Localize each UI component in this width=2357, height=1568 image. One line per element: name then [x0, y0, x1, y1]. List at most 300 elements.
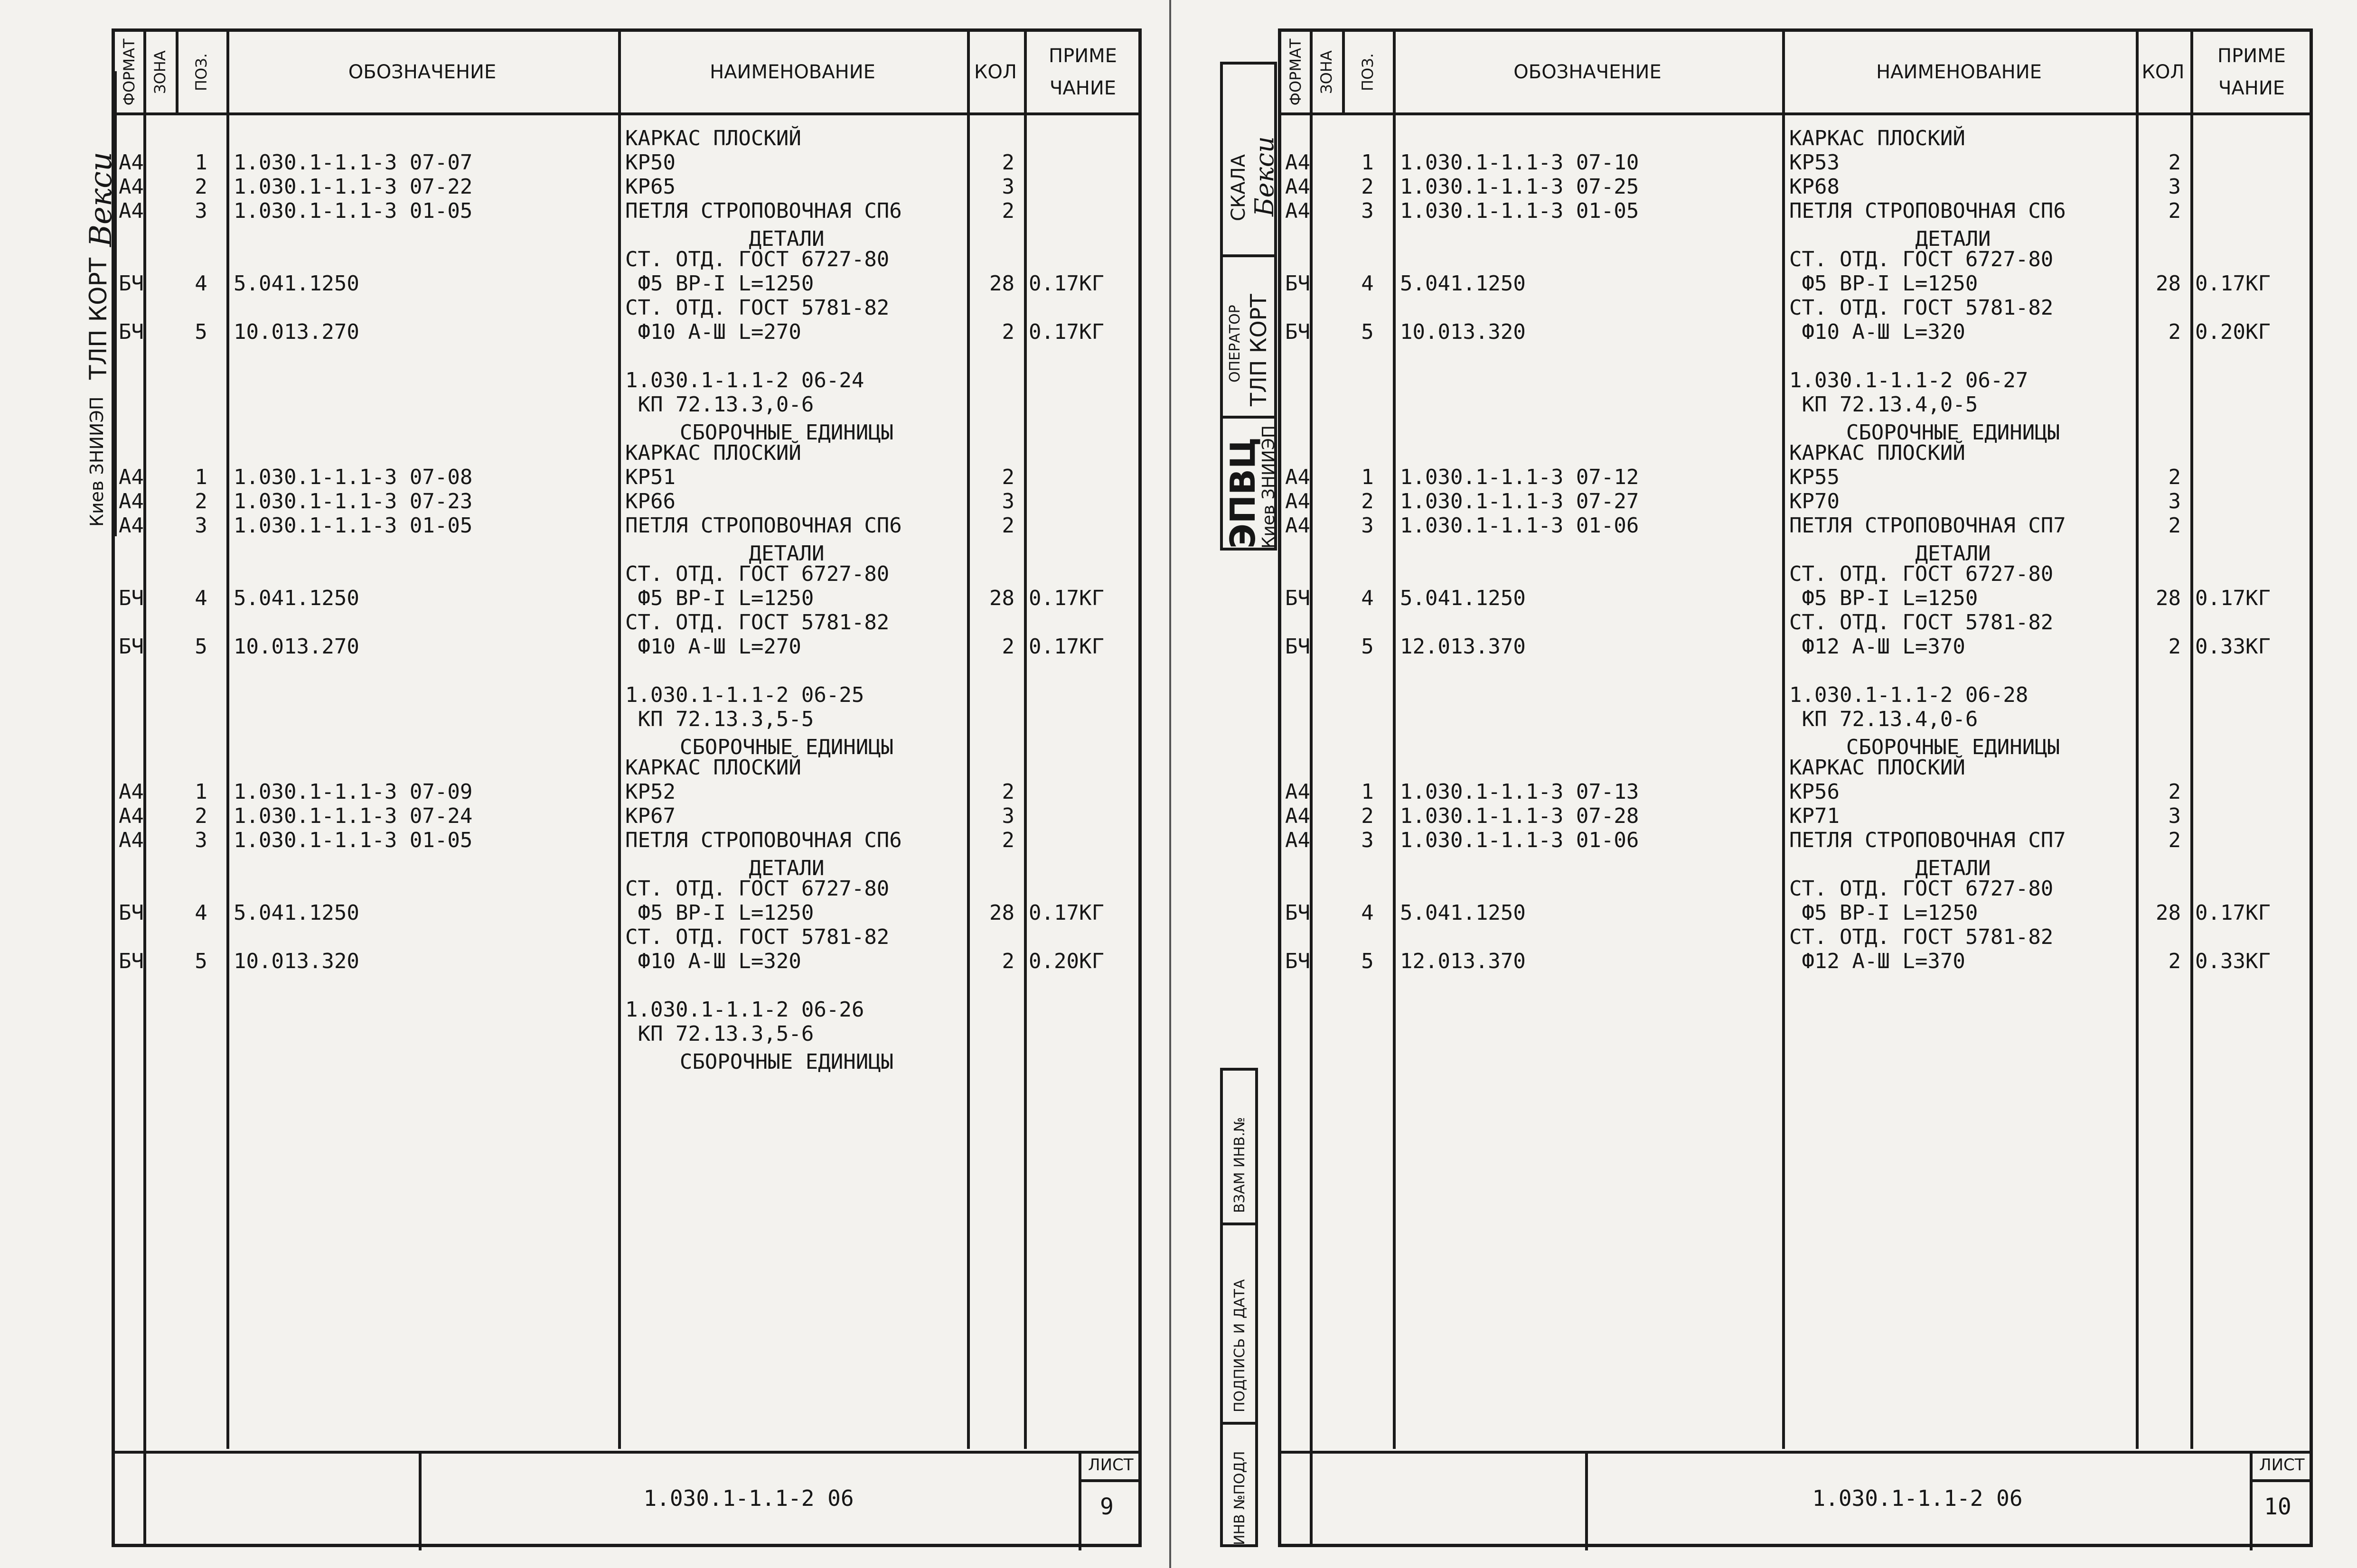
cell-name: КП 72.13.3,5-5 [625, 707, 814, 731]
cell-designation: 1.030.1-1.1-3 07-22 [234, 175, 473, 199]
cell-quantity: 28 [989, 901, 1014, 925]
stamp-right-signature: Бекси [1249, 136, 1279, 216]
cell-quantity: 2 [2168, 199, 2181, 223]
cell-note: 0.20КГ [2195, 320, 2271, 344]
cell-name: СТ. ОТД. ГОСТ 5781-82 [625, 925, 890, 949]
table-row [1281, 829, 2310, 852]
cell-format: БЧ [1285, 901, 1310, 925]
table-row [1281, 248, 2310, 271]
cell-quantity: 3 [1002, 804, 1014, 828]
sheet-number: 9 [1100, 1493, 1114, 1520]
cell-note: 0.17КГ [1029, 586, 1104, 610]
table-row [115, 127, 1138, 150]
cell-name: КАРКАС ПЛОСКИЙ [1789, 126, 1965, 150]
table-row [115, 345, 1138, 368]
cell-name: 1.030.1-1.1-2 06-26 [625, 998, 864, 1022]
cell-name: КР65 [625, 175, 676, 199]
table-row [115, 925, 1138, 949]
stamp-org: Киев ЗНИИЭП [86, 396, 107, 527]
header-zone: ЗОНА [1317, 50, 1335, 94]
cell-quantity: 3 [2168, 489, 2181, 513]
cell-quantity: 28 [989, 271, 1014, 296]
cell-note: 0.17КГ [2195, 586, 2271, 610]
cell-designation: 1.030.1-1.1-3 07-28 [1400, 804, 1639, 828]
table-row [1281, 683, 2310, 707]
cell-format: БЧ [1285, 586, 1310, 610]
cell-quantity: 2 [1002, 780, 1014, 804]
cell-format: БЧ [119, 320, 144, 344]
cell-format: А4 [1285, 489, 1310, 513]
stamp-scale-label: СКАЛА [1228, 154, 1249, 221]
cell-designation: 5.041.1250 [1400, 271, 1526, 296]
cell-name: СТ. ОТД. ГОСТ 6727-80 [625, 247, 890, 271]
cell-position: 5 [1361, 320, 1374, 344]
cell-format: А4 [1285, 465, 1310, 489]
table-row [115, 950, 1138, 973]
cell-designation: 1.030.1-1.1-3 07-08 [234, 465, 473, 489]
table-row [1281, 659, 2310, 683]
cell-name: КП 72.13.4,0-6 [1789, 707, 1978, 731]
cell-format: БЧ [119, 271, 144, 296]
header-designation: ОБОЗНАЧЕНИЕ [1513, 61, 1662, 83]
spec-table [1278, 28, 2313, 1547]
cell-section-title: ДЕТАЛИ [1915, 856, 1991, 880]
table-row [1281, 466, 2310, 489]
cell-format: А4 [1285, 150, 1310, 175]
cell-position: 1 [1361, 465, 1374, 489]
sheet-label: ЛИСТ [1088, 1456, 1134, 1475]
cell-quantity: 2 [1002, 635, 1014, 659]
cell-section-title: ДЕТАЛИ [1915, 227, 1991, 251]
cell-quantity: 28 [2156, 901, 2181, 925]
table-row [115, 804, 1138, 828]
cell-designation: 1.030.1-1.1-3 07-10 [1400, 150, 1639, 175]
cell-position: 2 [1361, 804, 1374, 828]
table-row [1281, 296, 2310, 320]
cell-quantity: 2 [1002, 465, 1014, 489]
cell-position: 2 [1361, 175, 1374, 199]
cell-name: СТ. ОТД. ГОСТ 6727-80 [625, 562, 890, 586]
sheet-label: ЛИСТ [2259, 1456, 2305, 1475]
cell-name: КП 72.13.4,0-5 [1789, 392, 1978, 417]
table-row [1281, 587, 2310, 610]
cell-name: КАРКАС ПЛОСКИЙ [625, 756, 801, 780]
cell-format: А4 [119, 489, 144, 513]
cell-name: КР55 [1789, 465, 1840, 489]
cell-designation: 1.030.1-1.1-3 07-07 [234, 150, 473, 175]
cell-name: Ф5 ВР-I L=1250 [1789, 271, 1978, 296]
cell-quantity: 2 [1002, 150, 1014, 175]
table-row [115, 708, 1138, 731]
cell-format: А4 [119, 513, 144, 538]
cell-designation: 5.041.1250 [234, 271, 359, 296]
cell-format: А4 [119, 828, 144, 852]
stamp-inv-orig: ИНВ №ПОДЛ [1231, 1451, 1248, 1545]
cell-quantity: 2 [1002, 828, 1014, 852]
cell-designation: 5.041.1250 [234, 901, 359, 925]
table-row [115, 877, 1138, 901]
cell-designation: 1.030.1-1.1-3 01-05 [234, 199, 473, 223]
table-row [115, 466, 1138, 489]
title-block [1281, 1451, 2310, 1550]
cell-position: 3 [1361, 199, 1374, 223]
cell-name: СТ. ОТД. ГОСТ 5781-82 [625, 610, 890, 635]
cell-position: 5 [195, 635, 207, 659]
cell-position: 2 [195, 489, 207, 513]
cell-designation: 1.030.1-1.1-3 01-05 [234, 513, 473, 538]
table-row [1281, 756, 2310, 780]
table-row [115, 199, 1138, 223]
cell-designation: 10.013.270 [234, 635, 359, 659]
stamp-dept: ТЛП КОРТ [85, 257, 112, 380]
cell-quantity: 2 [1002, 949, 1014, 973]
cell-name: Ф12 А-Ш L=370 [1789, 949, 1965, 973]
cell-quantity: 2 [1002, 513, 1014, 538]
cell-name: СТ. ОТД. ГОСТ 6727-80 [625, 877, 890, 901]
header-note-line1: ПРИМЕ [2217, 45, 2286, 67]
cell-name: 1.030.1-1.1-2 06-28 [1789, 683, 2028, 707]
table-row [1281, 901, 2310, 925]
cell-name: 1.030.1-1.1-2 06-25 [625, 683, 864, 707]
cell-position: 5 [1361, 635, 1374, 659]
cell-format: А4 [1285, 199, 1310, 223]
cell-quantity: 3 [1002, 489, 1014, 513]
cell-name: КАРКАС ПЛОСКИЙ [625, 441, 801, 465]
stamp-operator-label: ОПЕРАТОР [1227, 305, 1243, 383]
cell-section-title: ДЕТАЛИ [1915, 541, 1991, 566]
stamp-inv-swap: ВЗАМ ИНВ.№ [1231, 1117, 1248, 1213]
cell-format: БЧ [1285, 949, 1310, 973]
header-note [2190, 32, 2313, 112]
cell-name: КР71 [1789, 804, 1840, 828]
cell-format: А4 [119, 150, 144, 175]
title-block [115, 1451, 1138, 1550]
stamp-right-org: Киев ЗНИИЭП [1259, 425, 1278, 549]
table-row [1281, 441, 2310, 465]
cell-designation: 1.030.1-1.1-3 07-12 [1400, 465, 1639, 489]
cell-name: СТ. ОТД. ГОСТ 6727-80 [1789, 562, 2054, 586]
cell-format: А4 [1285, 804, 1310, 828]
header-format: ФОРМАТ [120, 38, 138, 106]
header-note-line2: ЧАНИЕ [1049, 77, 1117, 99]
cell-position: 3 [195, 199, 207, 223]
table-row [1281, 635, 2310, 659]
table-row [115, 829, 1138, 852]
document-code: 1.030.1-1.1-2 06 [643, 1485, 854, 1511]
cell-name: КР70 [1789, 489, 1840, 513]
table-row [1281, 369, 2310, 392]
cell-name: ПЕТЛЯ СТРОПОВОЧНАЯ СП6 [625, 828, 902, 852]
cell-designation: 1.030.1-1.1-3 07-13 [1400, 780, 1639, 804]
cell-quantity: 28 [2156, 586, 2181, 610]
table-row [1281, 611, 2310, 635]
cell-name: СТ. ОТД. ГОСТ 5781-82 [1789, 610, 2054, 635]
cell-name: СТ. ОТД. ГОСТ 6727-80 [1789, 877, 2054, 901]
cell-quantity: 2 [2168, 780, 2181, 804]
table-row [115, 393, 1138, 417]
table-row [1281, 562, 2310, 586]
header-note-line1: ПРИМЕ [1049, 45, 1117, 67]
cell-section-title: ДЕТАЛИ [749, 541, 825, 566]
cell-position: 1 [195, 780, 207, 804]
table-row [1281, 393, 2310, 417]
stamp-right-dept: ТЛП КОРТ [1246, 294, 1271, 406]
table-row [115, 683, 1138, 707]
cell-note: 0.17КГ [2195, 901, 2271, 925]
table-row [115, 369, 1138, 392]
cell-designation: 1.030.1-1.1-3 07-09 [234, 780, 473, 804]
cell-note: 0.17КГ [2195, 271, 2271, 296]
cell-name: Ф5 ВР-I L=1250 [625, 586, 814, 610]
cell-format: А4 [1285, 780, 1310, 804]
cell-quantity: 3 [2168, 804, 2181, 828]
table-row [115, 1050, 1138, 1074]
cell-name: Ф5 ВР-I L=1250 [625, 901, 814, 925]
cell-name: Ф10 А-Ш L=270 [625, 635, 801, 659]
header-qty: КОЛ [2141, 61, 2185, 83]
cell-note: 0.17КГ [1029, 901, 1104, 925]
cell-designation: 5.041.1250 [1400, 586, 1526, 610]
cell-quantity: 28 [989, 586, 1014, 610]
cell-position: 4 [1361, 901, 1374, 925]
cell-name: КР50 [625, 150, 676, 175]
cell-section-title: ДЕТАЛИ [749, 856, 825, 880]
cell-designation: 12.013.370 [1400, 635, 1526, 659]
cell-note: 0.17КГ [1029, 320, 1104, 344]
sheet-page-9 [0, 0, 1177, 1568]
cell-quantity: 28 [2156, 271, 2181, 296]
table-row [115, 611, 1138, 635]
cell-format: БЧ [119, 901, 144, 925]
cell-name: КП 72.13.3,0-6 [625, 392, 814, 417]
table-row [1281, 345, 2310, 368]
header-format: ФОРМАТ [1286, 38, 1305, 106]
cell-name: СТ. ОТД. ГОСТ 5781-82 [1789, 296, 2054, 320]
cell-name: ПЕТЛЯ СТРОПОВОЧНАЯ СП7 [1789, 828, 2066, 852]
cell-section-title: СБОРОЧНЫЕ ЕДИНИЦЫ [679, 420, 894, 445]
cell-name: Ф5 ВР-I L=1250 [1789, 586, 1978, 610]
cell-section-title: СБОРОЧНЫЕ ЕДИНИЦЫ [679, 735, 894, 759]
cell-name: КР52 [625, 780, 676, 804]
cell-section-title: СБОРОЧНЫЕ ЕДИНИЦЫ [1846, 420, 2060, 445]
cell-position: 2 [195, 175, 207, 199]
cell-designation: 1.030.1-1.1-3 01-06 [1400, 828, 1639, 852]
cell-position: 4 [195, 901, 207, 925]
table-row [1281, 272, 2310, 296]
cell-designation: 5.041.1250 [234, 586, 359, 610]
cell-name: Ф5 ВР-I L=1250 [1789, 901, 1978, 925]
header-qty: КОЛ [974, 61, 1017, 83]
cell-designation: 1.030.1-1.1-3 01-06 [1400, 513, 1639, 538]
table-row [115, 998, 1138, 1022]
table-row [115, 272, 1138, 296]
table-row [1281, 320, 2310, 344]
cell-quantity: 2 [2168, 320, 2181, 344]
cell-name: КР53 [1789, 150, 1840, 175]
cell-position: 1 [1361, 150, 1374, 175]
cell-position: 4 [1361, 271, 1374, 296]
table-row [1281, 514, 2310, 538]
stamp-top-box [1220, 62, 1277, 551]
table-row [115, 151, 1138, 175]
table-row [1281, 950, 2310, 973]
cell-quantity: 3 [1002, 175, 1014, 199]
cell-format: БЧ [1285, 320, 1310, 344]
table-row [115, 562, 1138, 586]
table-row [115, 901, 1138, 925]
header-name: НАИМЕНОВАНИЕ [710, 61, 875, 83]
cell-name: Ф10 А-Ш L=270 [625, 320, 801, 344]
table-row [1281, 199, 2310, 223]
cell-name: КР67 [625, 804, 676, 828]
table-row [1281, 490, 2310, 513]
cell-quantity: 2 [1002, 199, 1014, 223]
cell-designation: 12.013.370 [1400, 949, 1526, 973]
table-row [115, 490, 1138, 513]
cell-quantity: 3 [2168, 175, 2181, 199]
document-code: 1.030.1-1.1-2 06 [1812, 1485, 2023, 1511]
cell-format: БЧ [1285, 635, 1310, 659]
cell-name: КР68 [1789, 175, 1840, 199]
header-name: НАИМЕНОВАНИЕ [1876, 61, 2042, 83]
cell-note: 0.17КГ [1029, 635, 1104, 659]
cell-format: А4 [1285, 175, 1310, 199]
cell-format: А4 [1285, 828, 1310, 852]
cell-quantity: 2 [2168, 828, 2181, 852]
cell-name: Ф10 А-Ш L=320 [625, 949, 801, 973]
cell-format: БЧ [119, 635, 144, 659]
cell-position: 2 [195, 804, 207, 828]
cell-format: А4 [119, 804, 144, 828]
cell-name: СТ. ОТД. ГОСТ 6727-80 [1789, 247, 2054, 271]
sheet-number: 10 [2264, 1493, 2291, 1520]
cell-designation: 1.030.1-1.1-3 01-05 [234, 828, 473, 852]
cell-designation: 1.030.1-1.1-3 07-23 [234, 489, 473, 513]
cell-position: 5 [1361, 949, 1374, 973]
table-row [115, 320, 1138, 344]
table-row [115, 587, 1138, 610]
cell-name: ПЕТЛЯ СТРОПОВОЧНАЯ СП6 [625, 199, 902, 223]
cell-format: А4 [119, 465, 144, 489]
header-designation: ОБОЗНАЧЕНИЕ [348, 61, 497, 83]
cell-section-title: СБОРОЧНЫЕ ЕДИНИЦЫ [679, 1050, 894, 1074]
cell-position: 4 [1361, 586, 1374, 610]
cell-position: 5 [195, 949, 207, 973]
cell-name: КАРКАС ПЛОСКИЙ [625, 126, 801, 150]
cell-format: БЧ [1285, 271, 1310, 296]
cell-name: Ф12 А-Ш L=370 [1789, 635, 1965, 659]
table-row [1281, 127, 2310, 150]
cell-name: 1.030.1-1.1-2 06-27 [1789, 368, 2028, 392]
table-row [1281, 780, 2310, 804]
cell-name: СТ. ОТД. ГОСТ 5781-82 [625, 296, 890, 320]
table-row [115, 1022, 1138, 1046]
cell-name: 1.030.1-1.1-2 06-24 [625, 368, 864, 392]
cell-position: 1 [195, 465, 207, 489]
table-row [115, 974, 1138, 998]
table-row [115, 780, 1138, 804]
cell-position: 3 [1361, 513, 1374, 538]
table-row [1281, 804, 2310, 828]
header-zone: ЗОНА [151, 50, 169, 94]
table-row [1281, 877, 2310, 901]
header-note-line2: ЧАНИЕ [2218, 77, 2285, 99]
cell-designation: 1.030.1-1.1-3 07-25 [1400, 175, 1639, 199]
cell-quantity: 2 [2168, 635, 2181, 659]
sheet-page-10 [1177, 0, 2357, 1568]
cell-position: 4 [195, 271, 207, 296]
cell-format: А4 [119, 780, 144, 804]
cell-name: КР66 [625, 489, 676, 513]
cell-designation: 10.013.270 [234, 320, 359, 344]
cell-name: КР51 [625, 465, 676, 489]
cell-name: КАРКАС ПЛОСКИЙ [1789, 756, 1965, 780]
spec-table [112, 28, 1142, 1547]
cell-note: 0.17КГ [1029, 271, 1104, 296]
fold-line [1169, 0, 1171, 1568]
table-row [1281, 151, 2310, 175]
cell-position: 5 [195, 320, 207, 344]
table-row [115, 248, 1138, 271]
cell-section-title: ДЕТАЛИ [749, 227, 825, 251]
cell-note: 0.20КГ [1029, 949, 1104, 973]
table-row [115, 296, 1138, 320]
cell-name: КП 72.13.3,5-6 [625, 1022, 814, 1046]
cell-name: СТ. ОТД. ГОСТ 5781-82 [1789, 925, 2054, 949]
cell-format: БЧ [119, 949, 144, 973]
table-row [115, 175, 1138, 199]
header-pos: ПОЗ. [192, 53, 210, 91]
header-note [1024, 32, 1142, 112]
cell-designation: 1.030.1-1.1-3 01-05 [1400, 199, 1639, 223]
table-row [115, 441, 1138, 465]
stamp-sign-date: ПОДПИСЬ И ДАТА [1231, 1279, 1248, 1412]
cell-name: Ф10 А-Ш L=320 [1789, 320, 1965, 344]
cell-position: 3 [195, 513, 207, 538]
stamp-signature: Векси [84, 151, 119, 247]
cell-designation: 1.030.1-1.1-3 07-24 [234, 804, 473, 828]
right-margin-stamp [1220, 28, 1277, 1547]
cell-position: 3 [1361, 828, 1374, 852]
table-row [115, 756, 1138, 780]
cell-position: 1 [195, 150, 207, 175]
cell-position: 2 [1361, 489, 1374, 513]
table-row [115, 514, 1138, 538]
cell-name: КАРКАС ПЛОСКИЙ [1789, 441, 1965, 465]
cell-quantity: 2 [2168, 150, 2181, 175]
cell-name: Ф5 ВР-I L=1250 [625, 271, 814, 296]
cell-name: ПЕТЛЯ СТРОПОВОЧНАЯ СП6 [1789, 199, 2066, 223]
cell-quantity: 2 [2168, 465, 2181, 489]
header-pos: ПОЗ. [1359, 53, 1377, 91]
cell-position: 3 [195, 828, 207, 852]
cell-designation: 5.041.1250 [1400, 901, 1526, 925]
cell-format: А4 [119, 175, 144, 199]
cell-name: ПЕТЛЯ СТРОПОВОЧНАЯ СП7 [1789, 513, 2066, 538]
table-row [1281, 708, 2310, 731]
cell-position: 4 [195, 586, 207, 610]
cell-name: КР56 [1789, 780, 1840, 804]
stamp-bottom-box [1220, 1068, 1258, 1547]
cell-designation: 1.030.1-1.1-3 07-27 [1400, 489, 1639, 513]
table-row [115, 659, 1138, 683]
table-row [115, 635, 1138, 659]
cell-format: А4 [1285, 513, 1310, 538]
table-row [1281, 175, 2310, 199]
cell-quantity: 2 [2168, 513, 2181, 538]
cell-designation: 10.013.320 [234, 949, 359, 973]
cell-designation: 10.013.320 [1400, 320, 1526, 344]
